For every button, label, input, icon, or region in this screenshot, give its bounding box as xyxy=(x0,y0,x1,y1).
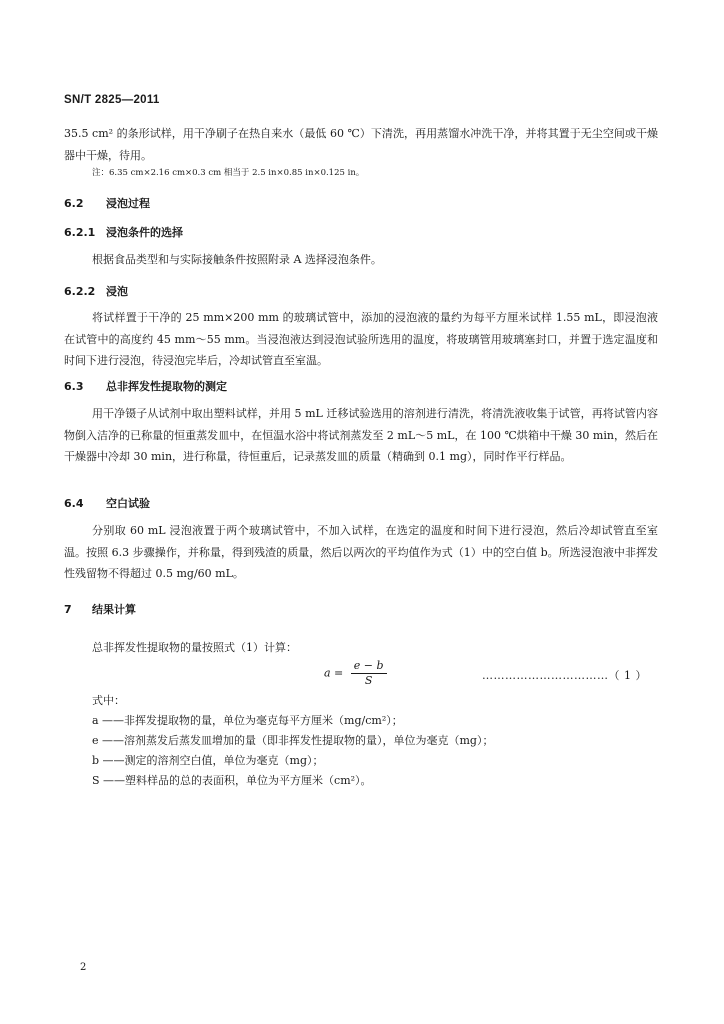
conversion-note: 注：6.35 cm×2.16 cm×0.3 cm 相当于 2.5 in×0.85 in×0.125 in。 xyxy=(92,168,365,178)
section-number: 6.4 xyxy=(64,497,84,510)
section-6-3-heading xyxy=(64,378,227,394)
section-number: 7 xyxy=(64,603,72,616)
intro-paragraph: 35.5 cm² 的条形试样，用干净刷子在热自来水（最低 60 ℃）下清洗，再用蒸馏水冲洗干净，并将其置于无尘空间或干燥器中干燥，待用。 xyxy=(64,127,658,162)
section-7-heading xyxy=(64,601,136,617)
formula-denominator: S xyxy=(364,674,373,687)
section-number: 6.2.2 xyxy=(64,285,96,298)
definitions-intro: 式中： xyxy=(92,694,125,707)
section-6-2-2-body: 将试样置于干净的 25 mm×200 mm 的玻璃试管中，添加的浸泡液的量约为每平方厘米试样 1.55 mL，即浸泡液在试管中的高度约 45 mm～55 mm。当浸泡液达到浸泡试验所选用的温度，将玻璃管用玻璃塞封口，并置于选定温度和时间下进行浸泡，待浸泡完毕后，冷却试管直至室温。 xyxy=(64,311,658,367)
definition-a: a ——非挥发提取物的量，单位为毫克每平方厘米（mg/cm²）； xyxy=(92,714,403,727)
section-title: 总非挥发性提取物的测定 xyxy=(106,380,227,393)
formula-1 xyxy=(324,659,387,688)
section-6-2-heading xyxy=(64,195,150,211)
section-6-4-body: 分别取 60 mL 浸泡液置于两个玻璃试管中，不加入试样，在选定的温度和时间下进行浸泡，然后冷却试管直至室温。按照 6.3 步骤操作，并称量，得到残渣的质量，然后以两次的平均值作为式（1）中的空白值 b。所选浸泡液中非挥发性残留物不得超过 0.5 mg/60 mL。 xyxy=(64,524,658,580)
section-title: 浸泡条件的选择 xyxy=(106,226,183,239)
definition-s: S ——塑料样品的总的表面积，单位为平方厘米（cm²）。 xyxy=(92,774,372,787)
formula-numerator: e − b xyxy=(351,659,387,674)
document-code-header: SN/T 2825—2011 xyxy=(64,94,160,106)
section-6-3-body: 用干净镊子从试剂中取出塑料试样，并用 5 mL 迁移试验选用的溶剂进行清洗，将清洗液收集于试管，再将试管内容物倒入洁净的已称量的恒重蒸发皿中，在恒温水浴中将试剂蒸发至 2 mL～5 mL，在 100 ℃烘箱中干燥 30 min，然后在干燥器中冷却 30 min，进行称量，待恒重后，记录蒸发皿的质量（精确到 0.1 mg），同时作平行样品。 xyxy=(64,407,658,463)
page-number: 2 xyxy=(80,962,87,973)
definition-b: b ——测定的溶剂空白值，单位为毫克（mg）； xyxy=(92,754,324,767)
section-number: 6.2.1 xyxy=(64,226,96,239)
formula-lhs: a = xyxy=(324,666,344,680)
definition-e: e ——溶剂蒸发后蒸发皿增加的量（即非挥发性提取物的量），单位为毫克（mg）； xyxy=(92,734,494,747)
section-6-4-heading xyxy=(64,495,150,511)
section-number: 6.3 xyxy=(64,380,84,393)
section-6-2-1-body: 根据食品类型和与实际接触条件按照附录 A 选择浸泡条件。 xyxy=(92,253,382,266)
section-title: 浸泡 xyxy=(106,285,128,298)
section-title: 空白试验 xyxy=(106,497,150,510)
equation-number: ……………………………（ 1 ） xyxy=(482,669,647,682)
section-title: 结果计算 xyxy=(92,603,136,616)
formula-fraction xyxy=(351,659,387,688)
section-6-2-1-heading xyxy=(64,224,183,240)
section-title: 浸泡过程 xyxy=(106,197,150,210)
section-7-body: 总非挥发性提取物的量按照式（1）计算： xyxy=(92,641,297,654)
section-6-2-2-heading xyxy=(64,283,128,299)
section-number: 6.2 xyxy=(64,197,84,210)
